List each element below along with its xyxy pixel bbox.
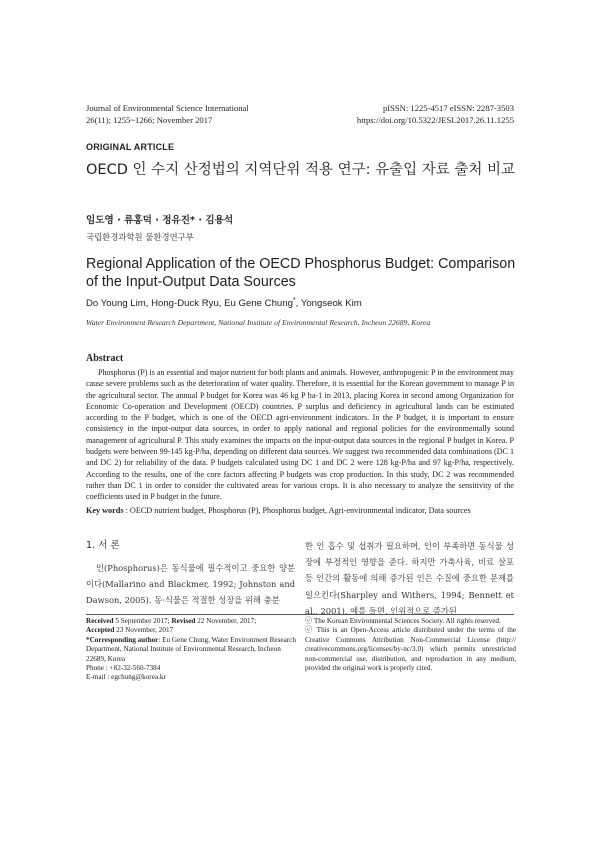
copyright-notice: ⓒ The Korean Environmental Sciences Society. All rights reserved. xyxy=(305,617,501,625)
journal-name: Journal of Environmental Science International xyxy=(86,103,249,113)
footnote-dates xyxy=(86,617,298,683)
license-notice: ⓒ This is an Open-Access article distributed under the terms of the Creative Commons Attribution Non-Commercial License (http:// creativecommons.org/licenses/by-nc/3.0) which permits unrestricted non-commercial use, distribution, and reproduction in any medium, provided the original work is properly cited. xyxy=(305,626,516,673)
english-title: Regional Application of the OECD Phosphorus Budget: Comparison of the Input-Output Data Sources xyxy=(86,256,516,290)
body-column-right: 한 인 흡수 및 섭취가 필요하며, 인이 부족하면 동식물 성장에 부정적인 영향을 준다. 하지만 가축사육, 비료 살포 등 인간의 활동에 의해 증가된 인은 수질에 중요한 문제를 일으킨다(Sharpley and Withers, 1994; Bennett et al., 2001). 예를 들면, 인위적으로 증가된 xyxy=(305,541,514,616)
corresponding-mark: * xyxy=(292,297,296,304)
footnote-license xyxy=(305,617,516,673)
keywords-label: Key words xyxy=(86,506,124,515)
abstract-heading: Abstract xyxy=(86,353,124,364)
received-date: 5 September 2017; xyxy=(113,617,172,625)
english-authors xyxy=(86,297,362,309)
korean-authors: 임도영 · 류홍덕 · 정유진* · 김용석 xyxy=(86,215,234,226)
body-column-left: 인(Phosphorus)은 동식물에 필수적이고 중요한 양분이다(Mallarino and Blackmer, 1992; Johnston and Dawson, 2005). 동·식물은 적절한 성장을 위해 충분 xyxy=(86,563,295,606)
doi-link[interactable]: https://doi.org/10.5322/JESI.2017.26.11.1255 xyxy=(356,114,514,125)
revised-date: 22 November, 2017; xyxy=(195,617,257,625)
authors-before: Do Young Lim, Hong-Duck Ryu, Eu Gene Chung xyxy=(86,298,293,310)
authors-after: , Yongseok Kim xyxy=(295,298,362,310)
revised-label: Revised xyxy=(171,617,196,625)
keywords xyxy=(86,506,514,515)
abstract-text: Phosphorus (P) is an essential and major nutrient for both plants and animals. However, anthropogenic P in the environment may cause severe problems such as the deterioration of water quality. Therefore, it is essential for the Korean government to manage P in the agricultural sector. The annual P budget for Korea was 46 kg P ha-1 in 2013, placing Korea in second among Organization for Economic Co-operation and Development (OECD) countries. P surplus and deficiency in agricultural lands can be estimated according to the P budget, which is one of the OECD agri-environment indicators. In the P budget, it is important to ensure consistency in the input-output data sources, in order to apply national and regional policies for the environmentally sound management of agricultural P. This study examines the impacts on the input-output data sources in the regional P budget in Korea. P budgets were between 99-145 kg-P/ha, depending on different data sources. We suggest two recommended data combinations (DC 1 and DC 2) for reliability of the data. P budgets calculated using DC 1 and DC 2 were 128 kg-P/ha and 97 kg-P/ha, respectively. According to the results, one of the core factors affecting P budgets was crop production. In this study, DC 2 was recommended rather than DC 1 in order to consider the cultivated areas for various crops. It is also necessary to analyze the sensitivity of the coefficients used in P budget in the future. xyxy=(86,368,514,502)
email-link[interactable]: E-mail : egchung@korea.kr xyxy=(86,673,166,682)
keywords-text: : OECD nutrient budget, Phosphorus (P), Phosphorus budget, Agri-environmental indicator, Data sources xyxy=(123,506,471,515)
accepted-label: Accepted xyxy=(86,626,115,635)
footnote-divider xyxy=(86,614,514,615)
accepted-date: 23 November, 2017 xyxy=(114,626,174,635)
english-affiliation: Water Environment Research Department, National Institute of Environmental Research, Incheon 22689, Korea xyxy=(86,318,431,327)
phone: Phone : +82-32-560-7384 xyxy=(86,664,161,673)
korean-title: OECD 인 수지 산정법의 지역단위 적용 연구: 유출입 자료 출처 비교 xyxy=(86,162,516,178)
corresponding-author: : Eu Gene Chung, Water Environment Research Department, National Institute of Environmental Research, Incheon 22689, Korea xyxy=(86,635,296,663)
article-type: ORIGINAL ARTICLE xyxy=(86,142,175,152)
received-label: Received xyxy=(86,617,114,625)
corresponding-label: *Corresponding author xyxy=(86,635,159,644)
korean-affiliation: 국립환경과학원 물환경연구부 xyxy=(86,232,194,242)
section-heading-intro: 1. 서 론 xyxy=(86,540,120,551)
journal-info xyxy=(86,103,249,126)
issn-info xyxy=(357,103,514,126)
journal-issue: 26(11); 1255~1266; November 2017 xyxy=(86,114,213,125)
issn: pISSN: 1225-4517 eISSN: 2287-3503 xyxy=(382,103,514,113)
